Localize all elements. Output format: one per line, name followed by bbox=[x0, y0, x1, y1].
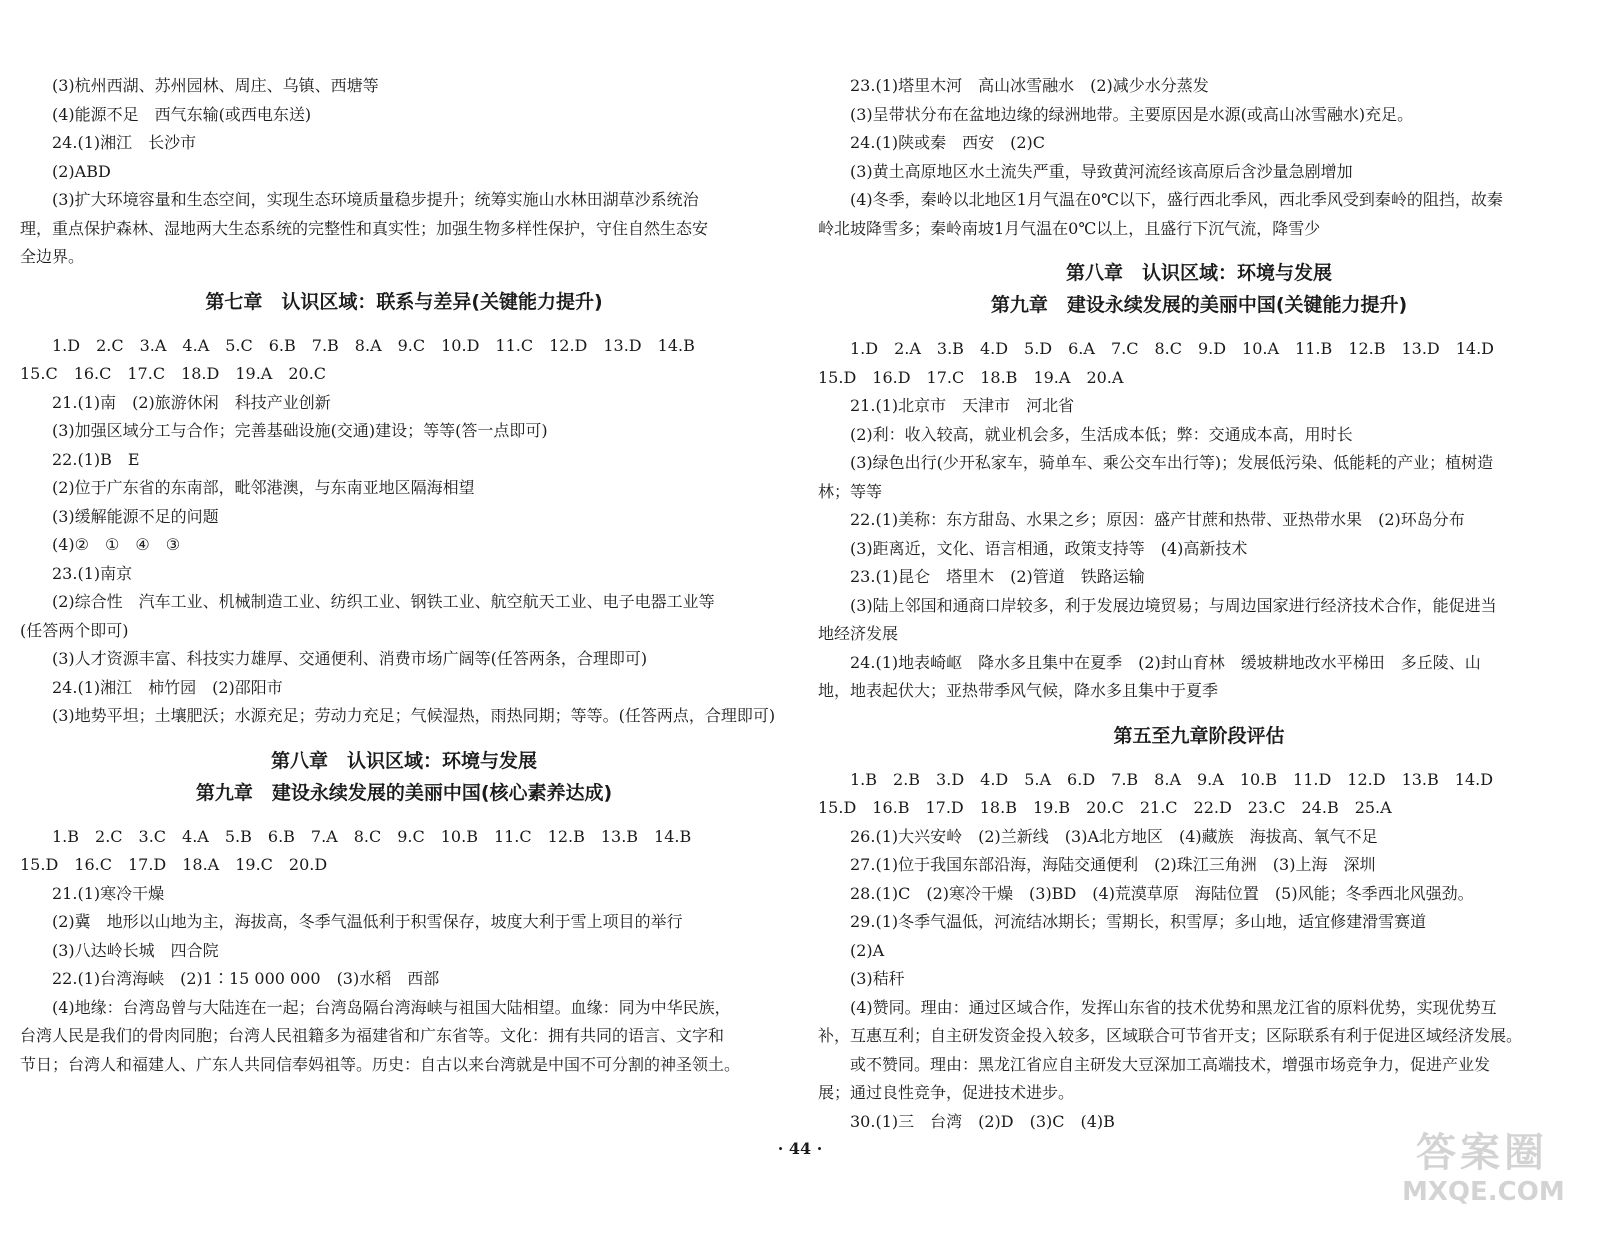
answer-line: (4)冬季，秦岭以北地区1月气温在0℃以下，盛行西北季风，西北季风受到秦岭的阻挡，故秦 bbox=[850, 190, 1503, 209]
answer-line: (3)加强区域分工与合作；完善基础设施(交通)建设；等等(答一点即可) bbox=[52, 421, 548, 440]
answer-line: 岭北坡降雪多；秦岭南坡1月气温在0℃以上，且盛行下沉气流，降雪少 bbox=[818, 218, 1321, 238]
answer-line: (2)ABD bbox=[52, 161, 111, 181]
spacer bbox=[818, 321, 1580, 335]
answer-line: 23.(1)南京 bbox=[52, 563, 133, 583]
answer-line: (3)绿色出行(少开私家车，骑单车、乘公交车出行等)；发展低污染、低能耗的产业；植树造 bbox=[850, 453, 1494, 472]
answer-line: 24.(1)湘江 柿竹园 (2)邵阳市 bbox=[52, 677, 283, 697]
answer-line: 15.D 16.C 17.D 18.A 19.C 20.D bbox=[20, 855, 328, 874]
answer-line: (2)综合性 汽车工业、机械制造工业、纺织工业、钢铁工业、航空航天工业、电子电器工业等 bbox=[52, 592, 715, 611]
answer-line: (4)能源不足 西气东输(或西电东送) bbox=[52, 104, 312, 124]
answer-line: 理，重点保护森林、湿地两大生态系统的完整性和真实性；加强生物多样性保护，守住自然生态安 bbox=[20, 218, 709, 238]
spacer bbox=[20, 731, 788, 745]
answer-line: (3)秸秆 bbox=[850, 969, 905, 988]
spacer bbox=[20, 809, 788, 823]
answer-line: 24.(1)陕或秦 西安 (2)C bbox=[850, 133, 1046, 152]
answer-line: 15.C 16.C 17.C 18.D 19.A 20.C bbox=[20, 364, 327, 383]
answer-line: 22.(1)B E bbox=[52, 449, 140, 469]
answer-line: 29.(1)冬季气温低，河流结冰期长；雪期长，积雪厚；多山地，适宜修建滑雪赛道 bbox=[850, 912, 1427, 931]
answer-line: (3)陆上邻国和通商口岸较多，利于发展边境贸易；与周边国家进行经济技术合作，能促进当 bbox=[850, 595, 1497, 615]
watermark-logo bbox=[1402, 1129, 1565, 1215]
section-heading: 第九章 建设永续发展的美丽中国(核心素养达成) bbox=[195, 781, 613, 804]
right-column bbox=[818, 72, 1580, 1136]
section-heading: 第九章 建设永续发展的美丽中国(关键能力提升) bbox=[990, 294, 1408, 316]
section-heading: 第五至九章阶段评估 bbox=[1113, 724, 1285, 747]
answer-line: 22.(1)台湾海峡 (2)1∶15 000 000 (3)水稻 西部 bbox=[52, 969, 440, 988]
answer-line: (2)位于广东省的东南部，毗邻港澳，与东南亚地区隔海相望 bbox=[52, 478, 475, 497]
answer-line: (2)A bbox=[850, 940, 885, 960]
answer-line: 21.(1)寒冷干燥 bbox=[52, 883, 165, 903]
answer-line: (3)黄土高原地区水土流失严重，导致黄河流经该高原后含沙量急剧增加 bbox=[850, 161, 1353, 181]
answer-line: 28.(1)C (2)寒冷干燥 (3)BD (4)荒漠草原 海陆位置 (5)风能；冬季西北风强劲。 bbox=[850, 883, 1474, 903]
answer-line: 台湾人民是我们的骨肉同胞；台湾人民祖籍多为福建省和广东省等。文化：拥有共同的语言、文字和 bbox=[20, 1026, 725, 1045]
answer-line: 林；等等 bbox=[818, 481, 883, 501]
section-heading: 第七章 认识区域：联系与差异(关键能力提升) bbox=[205, 290, 603, 313]
answer-line: (4)地缘：台湾岛曾与大陆连在一起；台湾岛隔台湾海峡与祖国大陆相望。血缘：同为中华民族， bbox=[52, 997, 731, 1017]
watermark-text-cn: 答案圈 bbox=[1416, 1130, 1548, 1176]
answer-line: (3)杭州西湖、苏州园林、周庄、乌镇、西塘等 bbox=[52, 76, 379, 95]
spacer bbox=[20, 318, 788, 332]
answer-line: (3)扩大环境容量和生态空间，实现生态环境质量稳步提升；统筹实施山水林田湖草沙系统治 bbox=[52, 190, 699, 209]
answer-line: (4)赞同。理由：通过区域合作，发挥山东省的技术优势和黑龙江省的原料优势，实现优势互 bbox=[850, 997, 1497, 1017]
answer-line: (4)② ① ④ ③ bbox=[52, 535, 181, 554]
answer-line: (3)缓解能源不足的问题 bbox=[52, 506, 219, 526]
answer-line: 26.(1)大兴安岭 (2)兰新线 (3)A北方地区 (4)藏族 海拔高、氧气不足 bbox=[850, 826, 1378, 846]
answer-line: 21.(1)北京市 天津市 河北省 bbox=[850, 396, 1075, 415]
answer-line: 22.(1)美称：东方甜岛、水果之乡；原因：盛产甘蔗和热带、亚热带水果 (2)环岛分布 bbox=[850, 510, 1465, 529]
section-heading: 第八章 认识区域：环境与发展 bbox=[270, 749, 537, 772]
section-heading: 第八章 认识区域：环境与发展 bbox=[1065, 262, 1332, 284]
page-number: · 44 · bbox=[777, 1139, 823, 1158]
answer-line: 1.B 2.C 3.C 4.A 5.B 6.B 7.A 8.C 9.C 10.B 11.C 12.B 13.B 14.B bbox=[52, 826, 692, 846]
answer-line: 15.D 16.B 17.D 18.B 19.B 20.C 21.C 22.D 23.C 24.B 25.A bbox=[818, 798, 1392, 817]
answer-line: 补，互惠互利；自主研发资金投入较多，区域联合可节省开支；区际联系有利于促进区域经济发展。 bbox=[818, 1026, 1523, 1045]
answer-line: (2)冀 地形以山地为主，海拔高，冬季气温低利于积雪保存，坡度大利于雪上项目的举行 bbox=[52, 912, 683, 931]
spacer bbox=[818, 752, 1580, 766]
answer-line: 地经济发展 bbox=[818, 624, 899, 643]
answer-line: 全边界。 bbox=[20, 247, 85, 266]
answer-line: 23.(1)塔里木河 高山冰雪融水 (2)减少水分蒸发 bbox=[850, 76, 1209, 95]
answer-line: 21.(1)南 (2)旅游休闲 科技产业创新 bbox=[52, 392, 331, 412]
answer-line: 1.D 2.C 3.A 4.A 5.C 6.B 7.B 8.A 9.C 10.D 11.C 12.D 13.D 14.B bbox=[52, 335, 695, 355]
answer-line: 24.(1)湘江 长沙市 bbox=[52, 133, 197, 152]
watermark-text-en: MXQE.COM bbox=[1402, 1177, 1565, 1207]
answer-line: 节日；台湾人和福建人、广东人共同信奉妈祖等。历史：自古以来台湾就是中国不可分割的神圣领土。 bbox=[20, 1054, 741, 1074]
answer-line: 30.(1)三 台湾 (2)D (3)C (4)B bbox=[850, 1111, 1115, 1131]
spacer bbox=[818, 706, 1580, 720]
answer-line: 展；通过良性竞争，促进技术进步。 bbox=[818, 1083, 1075, 1102]
answer-line: 1.B 2.B 3.D 4.D 5.A 6.D 7.B 8.A 9.A 10.B 11.D 12.D 13.B 14.D bbox=[850, 769, 1494, 789]
answer-line: (3)人才资源丰富、科技实力雄厚、交通便利、消费市场广阔等(任答两条，合理即可) bbox=[52, 649, 648, 668]
answer-line: 23.(1)昆仑 塔里木 (2)管道 铁路运输 bbox=[850, 567, 1145, 586]
answer-line: (任答两个即可) bbox=[20, 620, 129, 640]
answer-line: 或不赞同。理由：黑龙江省应自主研发大豆深加工高端技术，增强市场竞争力，促进产业发 bbox=[850, 1054, 1491, 1074]
answer-line: (2)利：收入较高，就业机会多，生活成本低；弊：交通成本高，用时长 bbox=[850, 424, 1353, 444]
answer-line: 15.D 16.D 17.C 18.B 19.A 20.A bbox=[818, 367, 1124, 387]
answer-line: (3)距离近，文化、语言相通，政策支持等 (4)高新技术 bbox=[850, 538, 1248, 558]
answer-line: 1.D 2.A 3.B 4.D 5.D 6.A 7.C 8.C 9.D 10.A 11.B 12.B 13.D 14.D bbox=[850, 339, 1495, 358]
answer-line: 地，地表起伏大；亚热带季风气候，降水多且集中于夏季 bbox=[818, 681, 1219, 700]
spacer bbox=[818, 243, 1580, 257]
spacer bbox=[20, 272, 788, 286]
answer-line: 27.(1)位于我国东部沿海，海陆交通便利 (2)珠江三角洲 (3)上海 深圳 bbox=[850, 855, 1376, 874]
answer-line: (3)地势平坦；土壤肥沃；水源充足；劳动力充足；气候湿热，雨热同期；等等。(任答两点，合理即可) bbox=[52, 706, 776, 725]
answer-line: (3)呈带状分布在盆地边缘的绿洲地带。主要原因是水源(或高山冰雪融水)充足。 bbox=[850, 104, 1414, 124]
left-column bbox=[20, 72, 788, 1079]
answer-line: 24.(1)地表崎岖 降水多且集中在夏季 (2)封山育林 缓坡耕地改水平梯田 多丘陵、山 bbox=[850, 652, 1481, 672]
answer-line: (3)八达岭长城 四合院 bbox=[52, 940, 219, 960]
